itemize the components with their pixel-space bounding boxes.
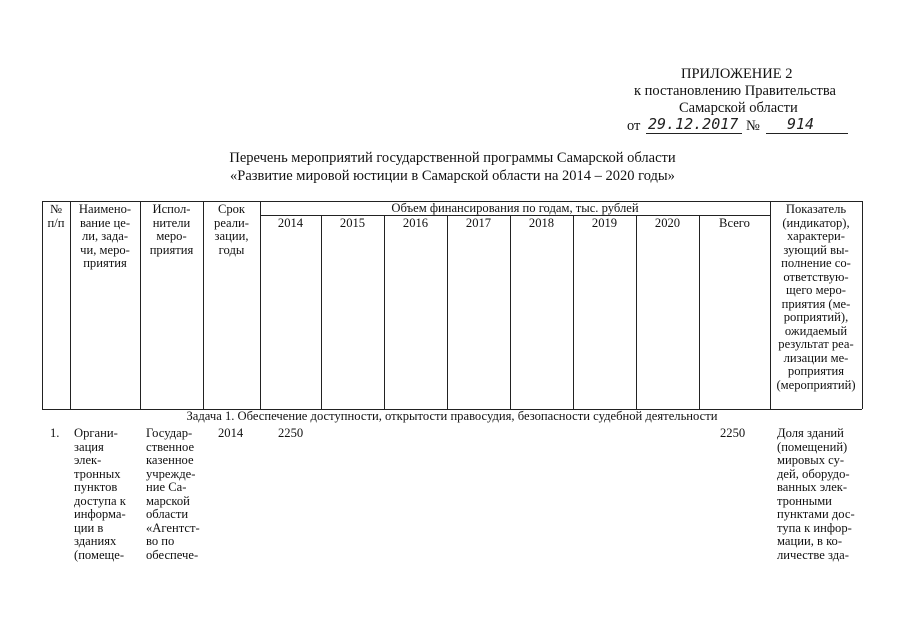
col-border	[862, 201, 863, 409]
col-border	[636, 215, 637, 409]
col-border	[260, 201, 261, 409]
annex-from-label: от	[627, 118, 641, 134]
row-name: Органи- зация элек- тронных пунктов доступа к информа- ции в зданиях (помеще-	[74, 426, 126, 562]
header-term: Срок реали- зации, годы	[214, 202, 249, 257]
col-border	[699, 215, 700, 409]
header-year-2019: 2019	[591, 216, 618, 230]
header-num: № п/п	[47, 202, 65, 230]
annex-date: 29.12.2017	[648, 115, 739, 133]
annex-line-2: Самарской области	[679, 100, 798, 116]
header-funding-group: Объем финансирования по годам, тыс. рублей	[391, 201, 639, 215]
header-year-2017: 2017	[465, 216, 492, 230]
doc-title-line-2: «Развитие мировой юстиции в Самарской области на 2014 – 2020 годы»	[230, 168, 675, 184]
col-border	[384, 215, 385, 409]
col-border	[447, 215, 448, 409]
header-name: Наимено- вание це- ли, зада- чи, меро- приятия	[78, 202, 132, 270]
row-total: 2250	[720, 426, 746, 440]
header-total: Всего	[719, 216, 750, 230]
row-executor: Государ- ственное казенное учрежде- ние Са- марской области «Агентст- во по обеспече-	[146, 426, 200, 562]
col-border	[321, 215, 322, 409]
col-border	[510, 215, 511, 409]
row-term: 2014	[218, 426, 244, 440]
header-year-2016: 2016	[402, 216, 429, 230]
number-underline	[766, 133, 848, 134]
doc-title-line-1: Перечень мероприятий государственной программы Самарской области	[229, 150, 676, 166]
date-underline	[646, 133, 742, 134]
col-border	[573, 215, 574, 409]
annex-number: 914	[787, 115, 815, 133]
row-indicator: Доля зданий (помещений) мировых су- дей, оборудо- ванных элек- тронными пунктами дос- тупа к инфор- мации, в ко- личестве зда-	[777, 426, 855, 562]
col-border	[42, 201, 43, 409]
header-executors: Испол- нители меро- приятия	[149, 202, 194, 257]
header-year-2020: 2020	[654, 216, 681, 230]
row-2014: 2250	[278, 426, 304, 440]
annex-line-1: к постановлению Правительства	[634, 83, 836, 99]
header-year-2018: 2018	[528, 216, 555, 230]
annex-title: ПРИЛОЖЕНИЕ 2	[681, 66, 793, 82]
header-indicator: Показатель (индикатор), характери- зующий вы- полнение со- ответствую- щего меро- приятия (ме- роприятий), ожидаемый результат реа- лизации ме- роприятия (мероприятий)	[776, 202, 856, 392]
annex-number-label: №	[746, 118, 760, 134]
header-year-2014: 2014	[277, 216, 304, 230]
row-num: 1.	[50, 426, 60, 440]
header-year-2015: 2015	[339, 216, 366, 230]
task-row: Задача 1. Обеспечение доступности, открытости правосудия, безопасности судебной деятельности	[186, 409, 718, 423]
